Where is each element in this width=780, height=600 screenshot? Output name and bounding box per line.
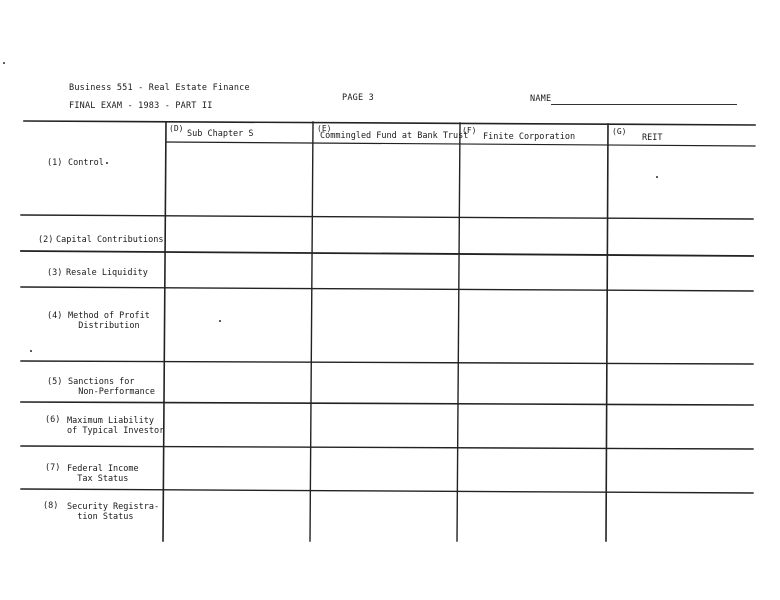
row-label-maximum-liability: Maximum Liability of Typical Investor — [67, 416, 165, 436]
row-number-5: (5) — [47, 377, 63, 387]
row-label-capital-contributions: Capital Contributions — [56, 235, 164, 245]
row-number-6: (6) — [45, 415, 61, 425]
column-header-sub-chapter-s: Sub Chapter S — [187, 129, 254, 139]
scan-speck — [3, 62, 5, 64]
scan-speck — [656, 176, 658, 178]
row-label-federal-income-tax-status: Federal Income Tax Status — [67, 464, 139, 484]
column-header-commingled-fund: Commingled Fund at Bank Trust — [320, 131, 469, 141]
row-label-method-of-profit-distribution: Method of Profit Distribution — [68, 311, 150, 331]
scan-speck — [30, 350, 32, 352]
scan-speck — [219, 320, 221, 322]
column-letter-f: (F) — [462, 126, 477, 135]
row-number-3: (3) — [47, 268, 63, 278]
row-number-2: (2) — [38, 235, 54, 245]
course-title: Business 551 - Real Estate Finance — [69, 83, 250, 93]
column-header-reit: REIT — [642, 133, 663, 143]
row-number-4: (4) — [47, 311, 63, 321]
row-label-sanctions-for-non-performance: Sanctions for Non-Performance — [68, 377, 155, 397]
column-letter-e: (E) — [317, 124, 332, 133]
column-header-finite-corporation: Finite Corporation — [483, 132, 576, 142]
page-number: PAGE 3 — [342, 93, 374, 103]
row-label-control: Control — [68, 158, 104, 168]
row-label-resale-liquidity: Resale Liquidity — [66, 268, 148, 278]
name-label: NAME — [530, 94, 552, 104]
row-number-8: (8) — [43, 501, 59, 511]
exam-title: FINAL EXAM - 1983 - PART II — [69, 101, 213, 111]
scan-speck — [106, 162, 108, 164]
row-number-7: (7) — [45, 463, 61, 473]
column-letter-g: (G) — [612, 127, 627, 136]
column-letter-d: (D) — [169, 124, 184, 133]
row-label-security-registration-status: Security Registra- tion Status — [67, 502, 160, 522]
row-number-1: (1) — [47, 158, 63, 168]
